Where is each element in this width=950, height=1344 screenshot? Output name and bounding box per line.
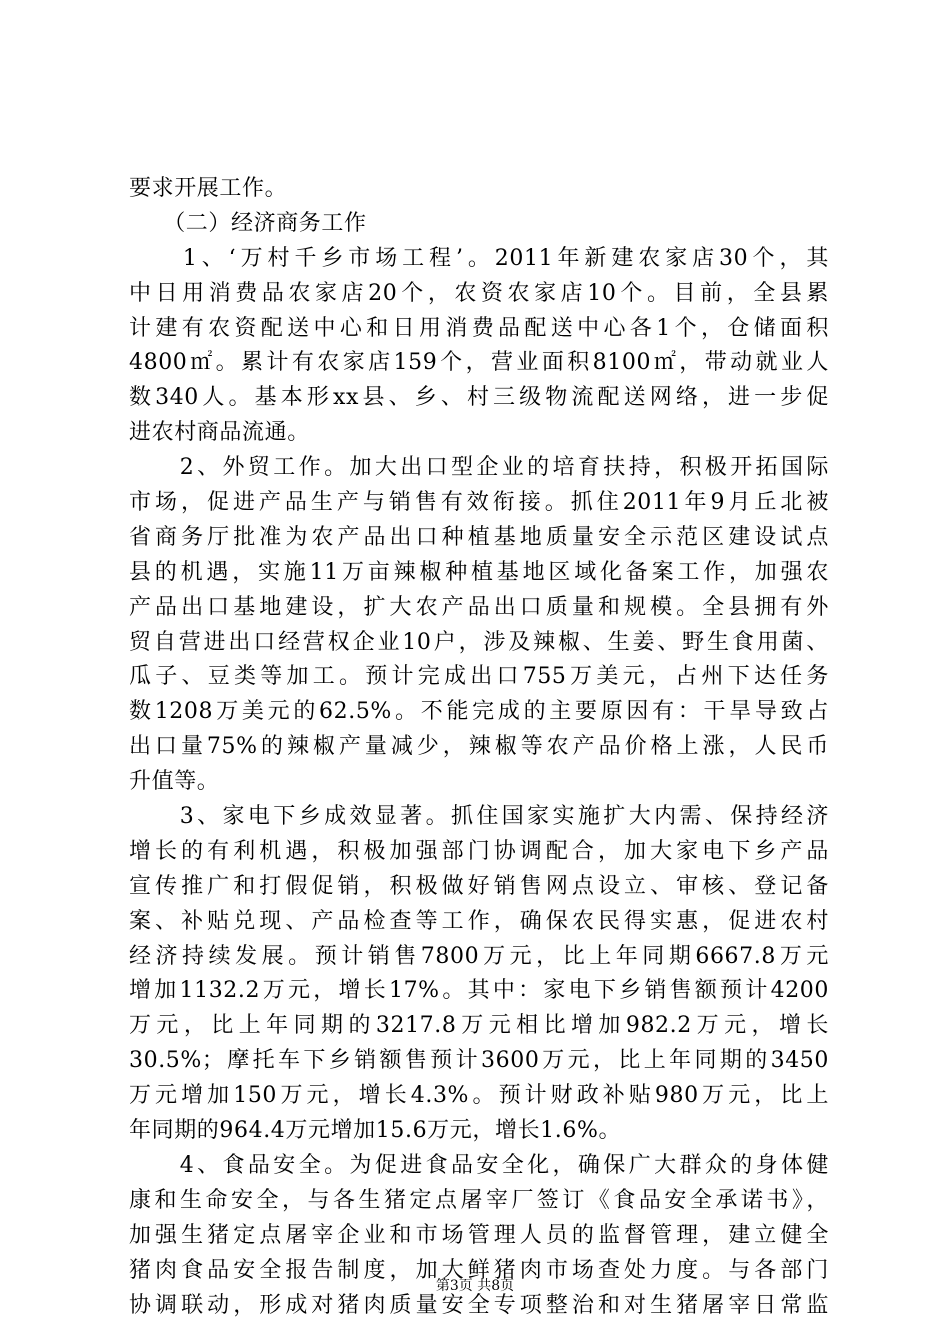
text-line: 出口量75%的辣椒产量减少，辣椒等农产品价格上涨，人民币	[129, 734, 829, 760]
text-line: 产品出口基地建设，扩大农产品出口质量和规模。全县拥有外	[129, 594, 829, 620]
text-line: 年同期的964.4万元增加15.6万元，增长1.6%。	[129, 1118, 622, 1144]
text-line: 瓜子、豆类等加工。预计完成出口755万美元，占州下达任务	[129, 664, 829, 690]
text-line: 3、家电下乡成效显著。抓住国家实施扩大内需、保持经济	[129, 804, 829, 830]
text-line: 升值等。	[129, 769, 220, 795]
text-line: 4、食品安全。为促进食品安全化，确保广大群众的身体健	[129, 1152, 829, 1178]
text-line: 数1208万美元的62.5%。不能完成的主要原因有：干旱导致占	[129, 699, 829, 725]
text-line: 中日用消费品农家店20个，农资农家店10个。目前，全县累	[129, 280, 829, 306]
text-line: 加强生猪定点屠宰企业和市场管理人员的监督管理，建立健全	[129, 1222, 829, 1248]
text-line: （二）经济商务工作	[129, 210, 367, 236]
text-line: 省商务厅批准为农产品出口种植基地质量安全示范区建设试点	[129, 524, 829, 550]
text-line: 2、外贸工作。加大出口型企业的培育扶持，积极开拓国际	[129, 455, 829, 481]
text-line: 增加1132.2万元，增长17%。其中：家电下乡销售额预计4200	[129, 978, 829, 1004]
text-line: 要求开展工作。	[129, 176, 288, 201]
text-line: 贸自营进出口经营权企业10户，涉及辣椒、生姜、野生食用菌、	[129, 629, 829, 655]
page-footer: 第3页 共8页	[435, 1278, 515, 1294]
text-line: 1、‘万村千乡市场工程’。2011年新建农家店30个，其	[129, 245, 829, 271]
text-line: 经济持续发展。预计销售7800万元，比上年同期6667.8万元	[129, 943, 829, 969]
text-line: 猪肉食品安全报告制度，加大鲜猪肉市场查处力度。与各部门	[129, 1257, 829, 1283]
text-line: 市场，促进产品生产与销售有效衔接。抓住2011年9月丘北被	[129, 490, 829, 516]
text-line: 进农村商品流通。	[129, 420, 310, 446]
text-line: 协调联动，形成对猪肉质量安全专项整治和对生猪屠宰日常监	[129, 1292, 829, 1318]
text-line: 万元，比上年同期的3217.8万元相比增加982.2万元，增长	[129, 1013, 829, 1039]
text-line: 30.5%；摩托车下乡销额售预计3600万元，比上年同期的3450	[129, 1048, 829, 1074]
text-line: 计建有农资配送中心和日用消费品配送中心各1个，仓储面积	[129, 315, 829, 341]
text-line: 县的机遇，实施11万亩辣椒种植基地区域化备案工作，加强农	[129, 559, 829, 585]
text-line: 4800㎡。累计有农家店159个，营业面积8100㎡，带动就业人	[129, 350, 829, 376]
body-text	[129, 172, 829, 1323]
text-line: 康和生命安全，与各生猪定点屠宰厂签订《食品安全承诺书》，	[129, 1187, 829, 1213]
text-line: 数340人。基本形xx县、乡、村三级物流配送网络，进一步促	[129, 385, 829, 411]
text-line: 案、补贴兑现、产品检查等工作，确保农民得实惠，促进农村	[129, 908, 829, 934]
text-line: 万元增加150万元，增长4.3%。预计财政补贴980万元，比上	[129, 1083, 829, 1109]
text-line: 增长的有利机遇，积极加强部门协调配合，加大家电下乡产品	[129, 838, 829, 864]
text-line: 宣传推广和打假促销，积极做好销售网点设立、审核、登记备	[129, 873, 829, 899]
